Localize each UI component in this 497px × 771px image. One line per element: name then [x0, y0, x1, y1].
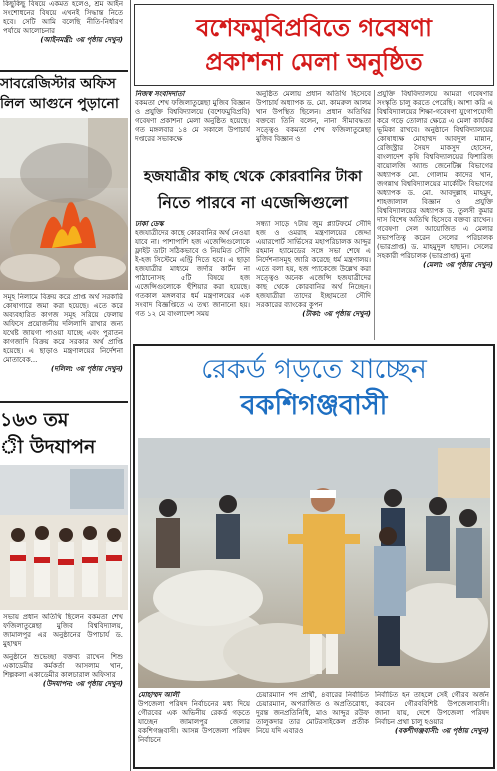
hajj-story-continued: (টাকা: ৩য় পৃষ্ঠায় দেখুন) — [302, 310, 371, 318]
hajj-story-col2: সন্ধ্যা সাড়ে ৭টায় জুম প্ল্যাটফর্মে সৌদি হজ ও ওমরাহ মন্ত্রণালয়ের জেদ্দা এয়ারপোর্ট সার্ভিসের মহাপরিচালক আব্দুর রহমান হ্যামেডের সঙ্গে সভা শেষে এ নির্দেশনাসমূহ জারি করেছে ধর্ম মন্ত্রণালয়। এতে বলা হয়, হজ প্যাকেজে উল্লেখ করা সত্ত্বেও অনেক এজেন্সি হজযাত্রীদের কাছ থেকে কোরবানির অর্থ নিচ্ছেন। হজযাত্রীরা তাদের ইচ্ছামতো সৌদি সরকারের ব্যাংকের কুপন (টাকা: ৩য় পৃষ্ঠায় দেখুন) — [256, 220, 371, 318]
left-top-continued: (আইনমন্ত্রী: ৩য় পৃষ্ঠায় দেখুন) — [40, 36, 123, 44]
record-story-col3: নির্বাচিত হন তাহলে সেই গৌরব অর্জন করবেন গৌরববিশিষ্ট উপজেলাবাসী। জানা যায়, দেশে উপজেলা পরিষদ নির্বাচন প্রথা চালু হওয়ার (বকশীগঞ্জবাসী: ৩য় পৃষ্ঠায় দেখুন) — [375, 691, 489, 735]
lead-story-headline-box — [134, 4, 494, 86]
tagore-story-body-2: অনুষ্ঠানে শুভেচ্ছা বক্তব্য রাখেন শিশু একাডেমীর কর্মকর্তা আসলাম খান, শিল্পকলা একাডেমীর কালচারাল অফিসার — [3, 653, 123, 679]
tagore-story-headline: ১৬৩ তম ী উদযাপন — [0, 409, 96, 458]
column-divider — [374, 90, 375, 340]
lead-story-byline: নিজস্ব সংবাদদাতা — [135, 90, 185, 98]
hajj-story-byline: ঢাকা ডেস্ক — [135, 220, 164, 228]
record-story-col1: মোহাম্মদ আলী উপজেলা পরিষদ নির্বাচনের মধ্য দিয়ে গৌরবের এক অভিনীয় রেকর্ড গড়তে যাচ্ছেন জামালপুর জেলার বকশিগঞ্জবাসী। আসন্ন উপজেলা পরিষদ নির্বাচনে — [138, 691, 250, 744]
left-top-body: কিছুকিছু বিষয়ে একমত হলেও, শ্রম আইন সংশোধনের বিষয়ে এখনই সিদ্ধান্ত নিতে হবে। সেটি আমি বলেছি নীতি-নির্ধারণ পর্যায়ে আলোচনার — [3, 0, 123, 35]
fire-story-continued: (দলিল: ৩য় পৃষ্ঠায় দেখুন) — [50, 365, 123, 373]
lead-story-col3: প্রযুক্তি বিশ্ববিদ্যালয়ে আমরা গবেষণার সংস্কৃতি চালু করতে পেরেছি। আশা করি এ বিশ্ববিদ্যালয়ের শিক্ষা-গবেষণা যুগোপযোগী করে গড়ে তোলার ক্ষেত্রে এ মেলা কার্যকর ভূমিকা রাখবে। অনুষ্ঠানে বিশ্ববিদ্যালয়ের কোষাধ্যক্ষ মোহাম্মদ আবদুল মান্নান, রেজিস্ট্রার সৈয়দ মাকসুদ হোসেন, বাংলাদেশ কৃষি বিশ্ববিদ্যালয়ের ফিশারিজ বায়োলজি অ্যান্ড জেনেটিক্স বিভাগের অধ্যাপক মো. গোলাম কাদের খান, জগন্নাথ বিশ্ববিদ্যালয়ের মার্কেটিং বিভাগের অধ্যাপক ড. মো. আবদুল্লাহ মাহমুদ, শাহজালাল বিজ্ঞান ও প্রযুক্তি বিশ্ববিদ্যালয়ের অধ্যাপক ড. তুলসী কুমার দাস বিশেষ অতিথি হিসেবে বক্তব্য রাখেন। গবেষণা সেল আয়োজিত এ মেলার সভাপতিত্ব করেন সেলের পরিচালক (ভারপ্রাপ্ত) ড. মাহমুদুল হাছান। সেলের সহকারী পরিচালক (ভারপ্রাপ্ত) মুনা (মেলা: ৩য় পৃষ্ঠায় দেখুন) — [377, 90, 493, 269]
hajj-story-col1: ঢাকা ডেস্ক হজযাত্রীদের কাছে কোরবানির অর্থ নেওয়া যাবে না। পাশাপাশি হজ এজেন্সিগুলোকে ফ্লাইট ডাটা সঠিকভাবে ও নিয়মিত সৌদি ই-হজ সিস্টেমে এন্ট্রি দিতে হবে। এ ছাড়া হজযাত্রীর মাধ্যমে জর্দার কার্টন না পাঠানোসহ ৫টি বিষয়ে হজ এজেন্সিগুলোকে হুঁশিয়ার করা হয়েছে। গতকাল মঙ্গলবার ধর্ম মন্ত্রণালয়ের এক সংবাদ বিজ্ঞপ্তিতে এ তথ্য জানানো হয়। গত ১২ মে বাংলাদেশ সময় — [135, 220, 250, 318]
fire-story-headline: সাবরেজিস্টার অফিস লিল আগুনে পুড়ানো — [0, 76, 119, 112]
fire-burning-papers-image — [0, 118, 128, 290]
tagore-story-text — [3, 613, 123, 768]
lead-story-col1: নিজস্ব সংবাদদাতা বকমতা শেখ ফজিলাতুন্নেছা মুজিব বিজ্ঞান ও প্রযুক্তি বিশ্ববিদ্যালয়ে (বশেফমুবিপ্রবি) গবেষণা প্রকাশনা মেলা অনুষ্ঠিত হয়েছে। গত মঙ্গলবার ১৪ মে সকালে উপাচার্য দপ্তরের সভাকক্ষে — [135, 90, 250, 143]
lead-story-continued: (মেলা: ৩য় পৃষ্ঠায় দেখুন) — [423, 261, 493, 269]
record-story-continued: (বকশীগঞ্জবাসী: ৩য় পৃষ্ঠায় দেখুন) — [394, 727, 489, 735]
fire-story-body: সমূহ নিলামে বিক্রয় করে প্রাপ্ত অর্থ সরকারি কোষাগারে জমা করা হয়েছে। এতে করে অব্যবহারিত কাগজ সমূহ সরিয়ে ফেলায় অফিসে প্রয়োজনীয় দলিলাদি রাখার জন্য যথেষ্ট জায়গা পাওয়া যাচ্ছে এবং পুরাতন কাগজাদি বিক্রয় করে সরকার অর্থ প্রাপ্তি হয়েছে। এ ছাড়াও মন্ত্রণালয়ের নির্দেশনা মোতাবেক... — [3, 293, 123, 364]
crowd-sacks-image — [138, 438, 490, 688]
tagore-photo — [0, 465, 128, 610]
divider — [0, 401, 128, 403]
record-story-headline: রেকর্ড গড়তে যাচ্ছেন বকশিগঞ্জবাসী — [201, 354, 427, 421]
hajj-story-headline: হজযাত্রীর কাছ থেকে কোরবানির টাকা নিতে পারবে না এজেন্সিগুলো — [143, 169, 363, 212]
tagore-story-body: সভায় প্রধান অতিথি ছিলেন বকমতা শেখ ফজিলাতুন্নেছা মুজিব বিশ্ববিদ্যালয়, জামালপুর এর অনুষ্ঠানের উপাচার্য ড. মুহাম্মদ — [3, 613, 123, 648]
fire-story-text — [3, 293, 123, 395]
left-top-text — [3, 0, 123, 58]
tagore-story-continued: (উদযাপন: ৩য় পৃষ্ঠায় দেখুন) — [42, 680, 123, 688]
dancers-stage-image — [0, 465, 128, 610]
fire-photo — [0, 118, 128, 290]
column-divider — [130, 0, 131, 771]
lead-story-headline: বশেফমুবিপ্রবিতে গবেষণা প্রকাশনা মেলা অনুষ্ঠিত — [196, 13, 432, 76]
record-story-byline: মোহাম্মদ আলী — [138, 691, 180, 699]
record-story-col2: চেয়ারম্যান পদ প্রার্থী, ৪বারের নির্বাচিত চেয়ারম্যান, অপরাজিত ও অপ্রতিরোধ্য, দুরন্ত জনপ্রতিনিধি, মাও আব্দুর রউফ তালুকদার তার মোটরসাইকেল প্রতীক নিয়ে যদি এবারও — [256, 691, 369, 735]
record-photo — [138, 438, 490, 688]
lead-story-col2: অনুষ্ঠিত মেলায় প্রধান অতিথি হিসেবে উপাচার্য অধ্যাপক ড. মো. কামরুল আলম খান উপস্থিত ছিলেন। প্রধান অতিথির বক্তব্যে তিনি বলেন, নানা সীমাবদ্ধতা সত্ত্বেও বকমতা শেখ ফজিলাতুন্নেছা মুজিব বিজ্ঞান ও — [256, 90, 371, 143]
divider — [0, 70, 128, 72]
